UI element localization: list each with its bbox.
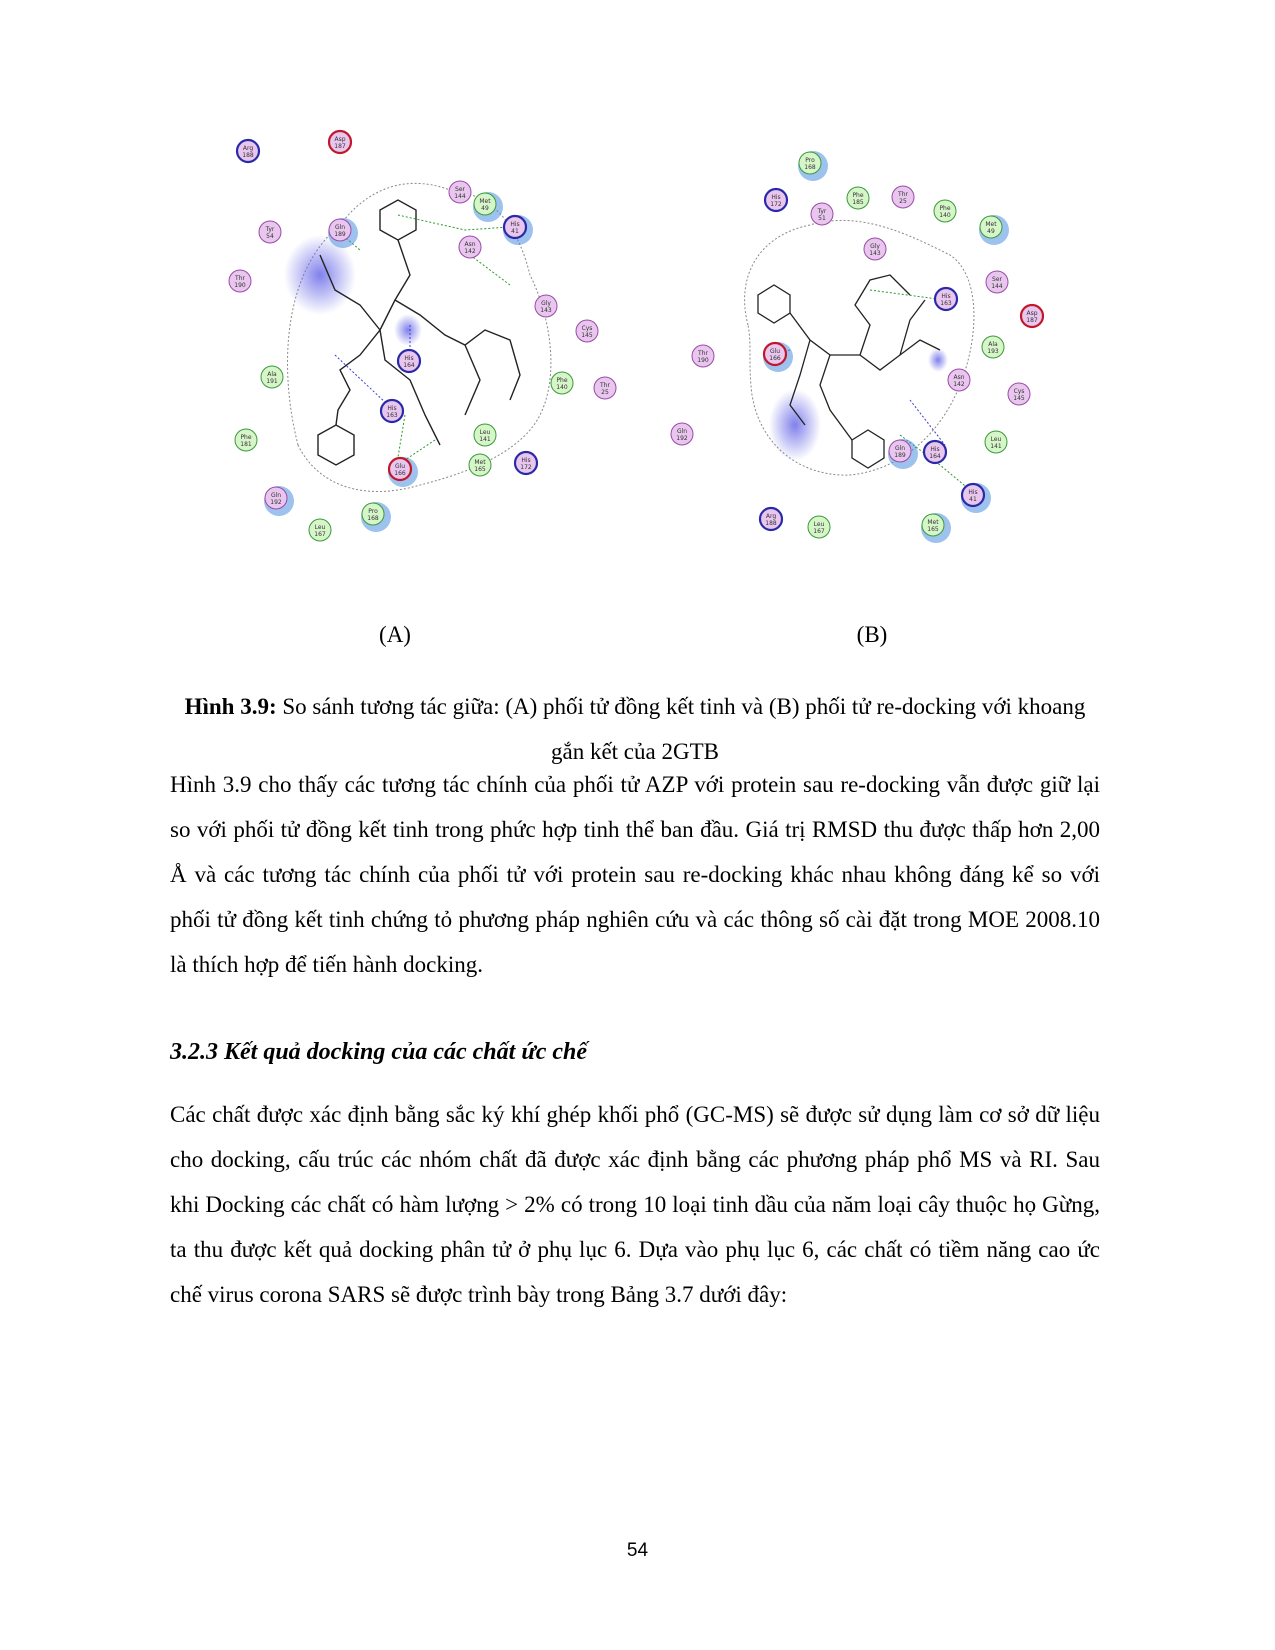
residue-name: His [510,221,520,228]
residue-name: Met [474,459,486,466]
residue-name: Met [927,519,939,526]
residue-number: 166 [394,470,406,477]
residue-number: 140 [556,384,568,391]
residue-number: 185 [852,199,864,206]
residue-node-a-his164 [398,350,420,372]
residue-number: 51 [818,215,826,222]
residue-number: 187 [1026,317,1038,324]
solvent-exposure-blob [394,314,422,346]
residue-node-a-arg188 [237,140,259,162]
residue-node-a-his172 [515,452,537,474]
residue-name: Thr [600,382,610,389]
residue-node-a-pro168 [361,502,391,532]
residue-number: 188 [765,520,777,527]
residue-node-b-gln192 [671,423,693,445]
residue-node-b-asp187 [1021,305,1043,327]
residue-node-b-phe185 [847,187,869,209]
residue-node-b-met165 [921,513,951,543]
residue-node-b-thr25 [892,186,914,208]
residue-node-a-tyr54 [259,221,281,243]
residue-name: Tyr [265,226,275,233]
residue-node-b-pro168 [798,151,828,181]
residue-name: His [930,446,940,453]
residue-number: 145 [1013,395,1025,402]
page-number: 54 [626,1540,649,1561]
residue-name: Phe [556,377,568,384]
residue-name: Thr [898,191,908,198]
residue-node-b-asn142 [948,369,970,391]
residue-number: 191 [266,378,278,385]
residue-name: Pro [368,508,378,515]
residue-name: Glu [394,463,406,470]
residue-node-a-ala191 [261,366,283,388]
residue-node-b-thr190 [692,345,714,367]
residue-name: Thr [698,350,708,357]
residue-node-a-met49 [473,192,503,222]
residue-node-b-his172 [765,189,787,211]
panel-label-a: (A) [379,622,411,647]
residue-node-b-ala193 [982,336,1004,358]
residue-number: 172 [520,464,532,471]
residue-node-a-asn142 [459,236,481,258]
residue-name: Ser [992,276,1002,283]
residue-node-a-gln189 [328,218,358,248]
residue-name: Asn [953,374,965,381]
residue-number: 140 [939,212,951,219]
residue-node-b-his163 [935,288,957,310]
residue-node-a-phe140 [551,372,573,394]
residue-name: Met [479,198,491,205]
figure-3-9 [0,0,1275,660]
figure-caption [170,684,1100,774]
residue-name: Phe [939,205,951,212]
residue-number: 54 [266,233,274,240]
residue-node-a-cys145 [576,320,598,342]
caption-label: Hình 3.9: [184,694,277,719]
residue-node-b-gly143 [864,238,886,260]
residue-name: His [968,489,978,496]
residue-number: 142 [953,381,965,388]
residue-number: 163 [940,300,952,307]
interaction-diagram-a [220,115,640,565]
residue-name: Leu [479,429,491,436]
residue-name: Arg [765,513,777,520]
residue-node-b-his164 [924,441,946,463]
residue-name: Ser [455,186,465,193]
residue-name: His [941,293,951,300]
body-paragraph-2: Các chất được xác định bằng sắc ký khí ghép khối phổ (GC-MS) sẽ được sử dụng làm cơ sở dữ liệu cho docking, cấu trúc các nhóm chất đã được xác định bằng các phương pháp phổ MS và RI. Sau khi Docking các chất có hàm lượng > 2% có trong 10 loại tinh dầu của năm loại cây thuộc họ Gừng, ta thu được kết quả docking phân tử ở phụ lục 6. Dựa vào phụ lục 6, các chất có tiềm năng cao ức chế virus corona SARS sẽ được trình bày trong Bảng 3.7 dưới đây: [170,1102,1100,1307]
residue-number: 164 [403,362,415,369]
residue-node-b-cys145 [1008,383,1030,405]
residue-number: 144 [991,283,1003,290]
residue-name: Ala [988,341,998,348]
residue-number: 141 [990,443,1002,450]
residue-node-b-tyr51 [811,203,833,225]
residue-node-a-glu166 [388,457,418,487]
residue-number: 172 [770,201,782,208]
residue-number: 41 [511,228,519,235]
interaction-diagram-b [660,115,1080,565]
residue-name: Asp [334,136,346,143]
residue-number: 165 [474,466,486,473]
residue-name: Leu [813,521,825,528]
residue-number: 25 [601,389,609,396]
residue-number: 49 [987,228,995,235]
residue-node-a-leu167 [309,519,331,541]
residue-node-b-met49 [979,215,1009,245]
residue-node-b-glu166 [763,342,793,372]
residue-name: Gln [270,492,282,499]
residue-number: 190 [697,357,709,364]
residue-name: Gly [541,300,551,307]
residue-number: 41 [969,496,977,503]
residue-node-a-phe181 [235,429,257,451]
residue-name: Cys [581,325,593,332]
residue-number: 192 [676,435,688,442]
residue-name: Thr [235,275,245,282]
residue-name: Ala [267,371,277,378]
residue-group [229,131,616,541]
ligand-interaction-map-b [660,115,1080,565]
residue-number: 25 [899,198,907,205]
residue-name: Gly [870,243,880,250]
residue-node-a-met165 [469,454,491,476]
section-heading: 3.2.3 Kết quả docking của các chất ức chế [170,1039,587,1065]
residue-number: 144 [454,193,466,200]
residue-name: His [404,355,414,362]
residue-number: 142 [464,248,476,255]
residue-node-b-leu167 [808,516,830,538]
residue-number: 193 [987,348,999,355]
residue-name: Gln [894,445,906,452]
residue-name: Phe [240,434,252,441]
residue-number: 190 [234,282,246,289]
solvent-exposure-blob [928,348,948,372]
residue-number: 189 [334,231,346,238]
residue-number: 192 [270,499,282,506]
residue-name: Cys [1013,388,1025,395]
residue-name: Met [985,221,997,228]
residue-number: 188 [242,152,254,159]
residue-name: His [521,457,531,464]
residue-name: Leu [314,524,326,531]
residue-node-a-ser144 [449,181,471,203]
residue-node-b-arg188 [760,508,782,530]
residue-number: 165 [927,526,939,533]
residue-number: 141 [479,436,491,443]
residue-number: 143 [869,250,881,257]
residue-name: Asn [464,241,476,248]
residue-name: Tyr [817,208,827,215]
residue-name: Gln [334,224,346,231]
residue-node-a-his163 [381,400,403,422]
residue-node-b-phe140 [934,200,956,222]
residue-number: 145 [581,332,593,339]
residue-node-a-thr25 [594,377,616,399]
caption-text: So sánh tương tác giữa: (A) phối tử đồng kết tinh và (B) phối tử re-docking với khoang gắn kết của 2GTB [276,694,1086,764]
residue-name: Glu [769,348,781,355]
residue-name: His [771,194,781,201]
residue-node-a-gly143 [535,295,557,317]
residue-node-b-leu141 [985,431,1007,453]
residue-number: 49 [481,205,489,212]
residue-name: Gln [676,428,688,435]
residue-node-a-asp187 [329,131,351,153]
residue-node-a-thr190 [229,270,251,292]
residue-node-a-his41 [503,215,533,245]
residue-number: 168 [804,164,816,171]
residue-node-b-gln189 [888,439,918,469]
residue-node-a-gln192 [264,486,294,516]
residue-number: 167 [314,531,326,538]
residue-number: 167 [813,528,825,535]
residue-node-b-ser144 [986,271,1008,293]
residue-number: 187 [334,143,346,150]
panel-label-b: (B) [856,622,888,647]
residue-number: 166 [769,355,781,362]
ligand-interaction-map-a [220,115,640,565]
residue-number: 189 [894,452,906,459]
h-bond-lines [340,215,510,460]
residue-name: Arg [242,145,254,152]
residue-number: 168 [367,515,379,522]
solvent-exposure-blob [769,389,821,461]
residue-group [671,151,1043,543]
residue-node-b-his41 [961,483,991,513]
residue-name: Pro [805,157,815,164]
residue-number: 163 [386,412,398,419]
body-paragraph-1: Hình 3.9 cho thấy các tương tác chính của phối tử AZP với protein sau re-docking vẫn được giữ lại so với phối tử đồng kết tinh trong phức hợp tinh thể ban đầu. Giá trị RMSD thu được thấp hơn 2,00 Å và các tương tác chính của phối tử với protein sau re-docking khác nhau không đáng kể so với phối tử đồng kết tinh chứng tỏ phương pháp nghiên cứu và các thông số cài đặt trong MOE 2008.10 là thích hợp để tiến hành docking. [170,772,1100,977]
residue-name: His [387,405,397,412]
residue-number: 181 [240,441,252,448]
residue-number: 164 [929,453,941,460]
residue-name: Leu [990,436,1002,443]
residue-number: 143 [540,307,552,314]
residue-node-a-leu141 [474,424,496,446]
residue-name: Asp [1026,310,1038,317]
residue-name: Phe [852,192,864,199]
